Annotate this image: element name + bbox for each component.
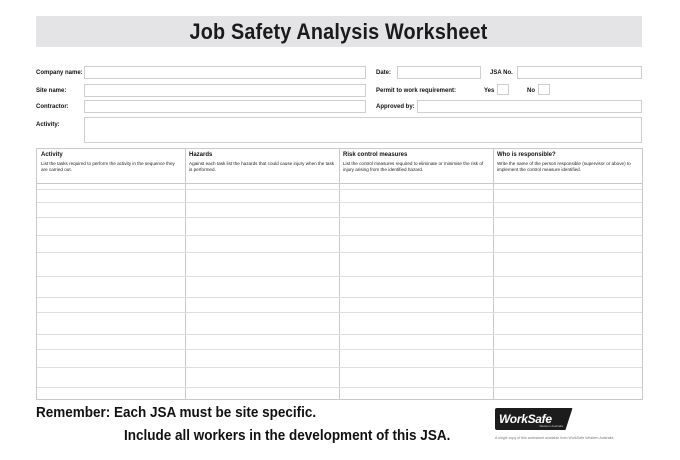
- row-line: [37, 312, 642, 313]
- jsa-no-field[interactable]: [517, 66, 642, 79]
- date-field[interactable]: [397, 66, 481, 79]
- worksafe-logo: [495, 408, 573, 430]
- row-line: [37, 334, 642, 335]
- contractor-label: Contractor:: [36, 104, 69, 110]
- column-header-responsible: [497, 152, 640, 172]
- reminder-line-2: Include all workers in the development of this JSA.: [124, 427, 451, 444]
- row-line: [37, 276, 642, 277]
- column-description: Against each task list the hazards that could cause injury when the task is performed.: [189, 161, 335, 172]
- permit-yes-label: Yes: [484, 88, 495, 94]
- row-line: [37, 252, 642, 253]
- logo-slash-mark: [565, 408, 582, 430]
- column-title: Risk control measures: [343, 152, 408, 158]
- row-line: [37, 367, 642, 368]
- column-divider: [339, 149, 340, 399]
- column-divider: [185, 149, 186, 399]
- column-header-hazards: [189, 152, 335, 172]
- logo-text: WorkSafe: [499, 412, 552, 426]
- permit-yes-checkbox[interactable]: [497, 84, 509, 95]
- column-header-activity: [41, 152, 181, 172]
- site-name-label: Site name:: [36, 88, 67, 94]
- contractor-field[interactable]: [84, 100, 366, 113]
- row-line: [37, 189, 642, 190]
- approved-by-label: Approved by:: [376, 104, 415, 110]
- column-title: Activity: [41, 152, 63, 158]
- approved-by-field[interactable]: [417, 100, 642, 113]
- row-line: [37, 202, 642, 203]
- header-divider: [37, 183, 642, 184]
- row-line: [37, 297, 642, 298]
- company-name-field[interactable]: [84, 66, 366, 79]
- column-description: List the control measures required to eliminate or minimise the risk of injury arising from the identified hazard.: [343, 161, 484, 172]
- site-name-field[interactable]: [84, 84, 366, 97]
- permit-no-checkbox[interactable]: [538, 84, 550, 95]
- logo-subtext: Western Australia: [539, 424, 563, 428]
- jsa-no-label: JSA No.: [490, 70, 513, 76]
- date-label: Date:: [376, 70, 392, 76]
- row-line: [37, 349, 642, 350]
- row-line: [37, 217, 642, 218]
- column-header-risk-control: [343, 152, 489, 172]
- permit-no-label: No: [527, 88, 535, 94]
- row-line: [37, 387, 642, 388]
- page-title: Job Safety Analysis Worksheet: [190, 18, 488, 44]
- footnote: A single copy of this worksheet available from WorkSafe Western Australia: [495, 436, 614, 440]
- company-name-label: Company name:: [36, 70, 83, 76]
- reminder-line-1: Remember: Each JSA must be site specific.: [36, 404, 317, 421]
- column-title: Hazards: [189, 152, 213, 158]
- row-line: [37, 235, 642, 236]
- activity-field[interactable]: [84, 117, 642, 143]
- permit-label: Permit to work requirement:: [376, 88, 457, 94]
- title-banner: [36, 16, 642, 47]
- activity-label: Activity:: [36, 122, 60, 128]
- column-divider: [493, 149, 494, 399]
- column-description: List the tasks required to perform the activity in the sequence they are carried out.: [41, 161, 175, 172]
- column-description: Write the name of the person responsible (supervisor or above) to implement the control measure identified.: [497, 161, 631, 172]
- jsa-table: [36, 148, 643, 400]
- column-title: Who is responsible?: [497, 152, 556, 158]
